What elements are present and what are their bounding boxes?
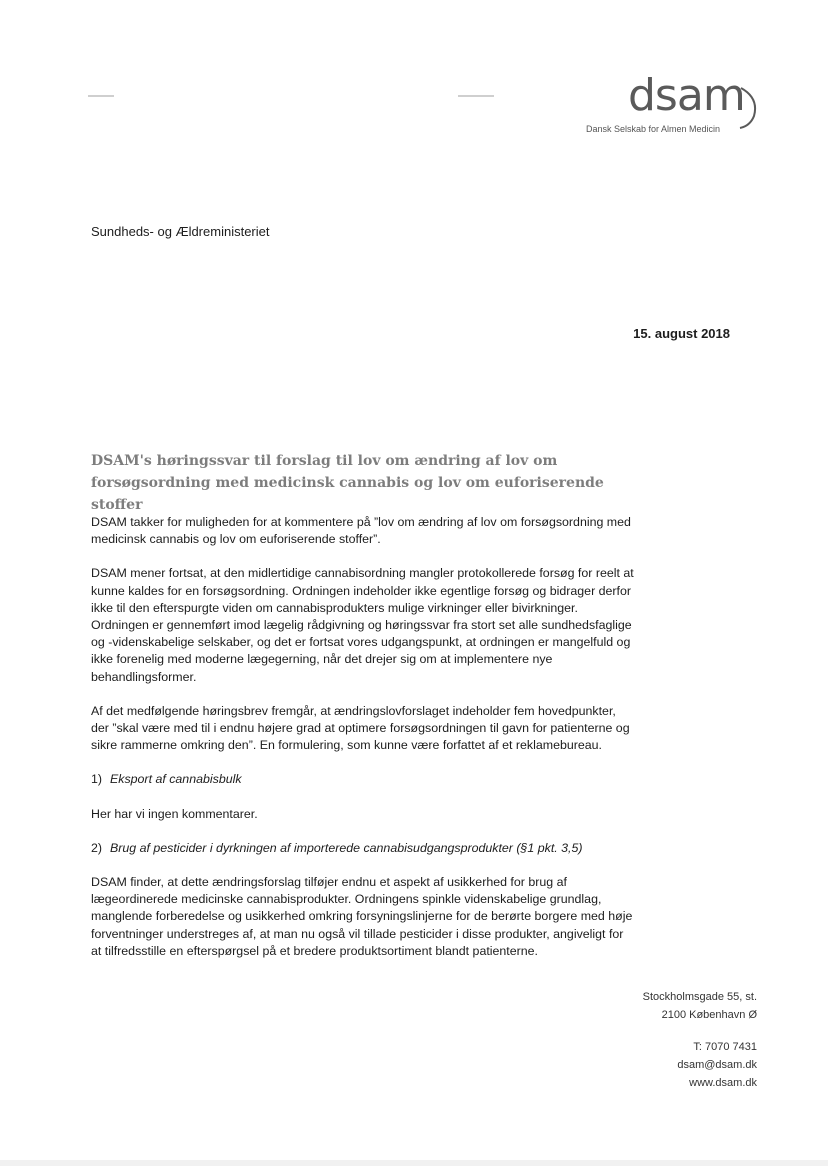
scan-mark-left: [88, 95, 114, 97]
list-item-title: Eksport af cannabisbulk: [110, 772, 242, 787]
list-item-heading: [91, 771, 636, 788]
list-item-number: 2): [91, 840, 103, 855]
contact-phone: T: 7070 7431: [693, 1041, 757, 1053]
page-bottom-edge: [0, 1160, 828, 1166]
addressee: Sundheds- og Ældreministeriet: [91, 224, 270, 239]
list-item-number: 1): [91, 772, 103, 787]
dsam-logo: [586, 70, 763, 140]
scan-mark-center: [458, 95, 494, 97]
document-heading: DSAM's høringssvar til forslag til lov om ændring af lov om forsøgsordning med medicinsk cannabis og lov om euforiserende stoffer: [91, 453, 604, 513]
paragraph: DSAM takker for muligheden for at kommentere på ”lov om ændring af lov om forsøgsordning med medicinsk cannabis og lov om euforiserende stoffer”.: [91, 515, 631, 547]
paragraph: DSAM mener fortsat, at den midlertidige cannabisordning mangler protokollerede forsøg for reelt at kunne kaldes for en forsøgsordning. Ordningen indeholder ikke egentlige forsøg og bidrager derfor ikke til den efterspurgte viden om cannabisprodukters mulige virkninger eller bivirkninger. Ordningen er gennemført imod lægelig rådgivning og høringssvar fra stort set alle sundhedsfaglige og -videnskabelige selskaber, og det er fortsat vores udgangspunkt, at ordningen er mangelfuld og ikke forenelig med moderne lægegerning, når det drejer sig om at implementere nye behandlingsformer.: [91, 566, 634, 684]
letter-date: 15. august 2018: [633, 326, 730, 341]
contact-web: www.dsam.dk: [689, 1077, 757, 1089]
list-item-text: DSAM finder, at dette ændringsforslag tilføjer endnu et aspekt af usikkerhed for brug af lægeordinerede medicinske cannabisprodukter. Ordningens spinkle videnskabelige grundlag, manglende forberedelse og usikkerhed omkring forsyningslinjerne for de berørte borgere med høje forventninger understreges af, at man nu også vil tillade pesticider i disse produkter, angiveligt for at tilfredsstille en efterspørgsel på et bredere produktsortiment blandt patienterne.: [91, 875, 633, 958]
logo-wordmark: dsam: [628, 70, 745, 121]
contact-city: 2100 København Ø: [661, 1009, 757, 1021]
list-item-title: Brug af pesticider i dyrkningen af importerede cannabisudgangsprodukter (§1 pkt. 3,5): [110, 840, 583, 855]
list-item-text: Her har vi ingen kommentarer.: [91, 806, 258, 821]
contact-street: Stockholmsgade 55, st.: [642, 991, 757, 1003]
list-item-heading: [91, 840, 636, 857]
logo-arc-icon: [738, 86, 760, 130]
contact-block: [643, 988, 757, 1092]
contact-email: dsam@dsam.dk: [677, 1059, 757, 1071]
logo-subtitle: Dansk Selskab for Almen Medicin: [586, 124, 721, 134]
paragraph: Af det medfølgende høringsbrev fremgår, at ændringslovforslaget indeholder fem hovedpunkter, der ”skal være med til i endnu højere grad at optimere forsøgsordningen til gavn for patienterne og sikre rammerne omkring den”. En formulering, som kunne være forfattet af et reklamebureau.: [91, 703, 630, 753]
letter-body: [91, 514, 636, 977]
